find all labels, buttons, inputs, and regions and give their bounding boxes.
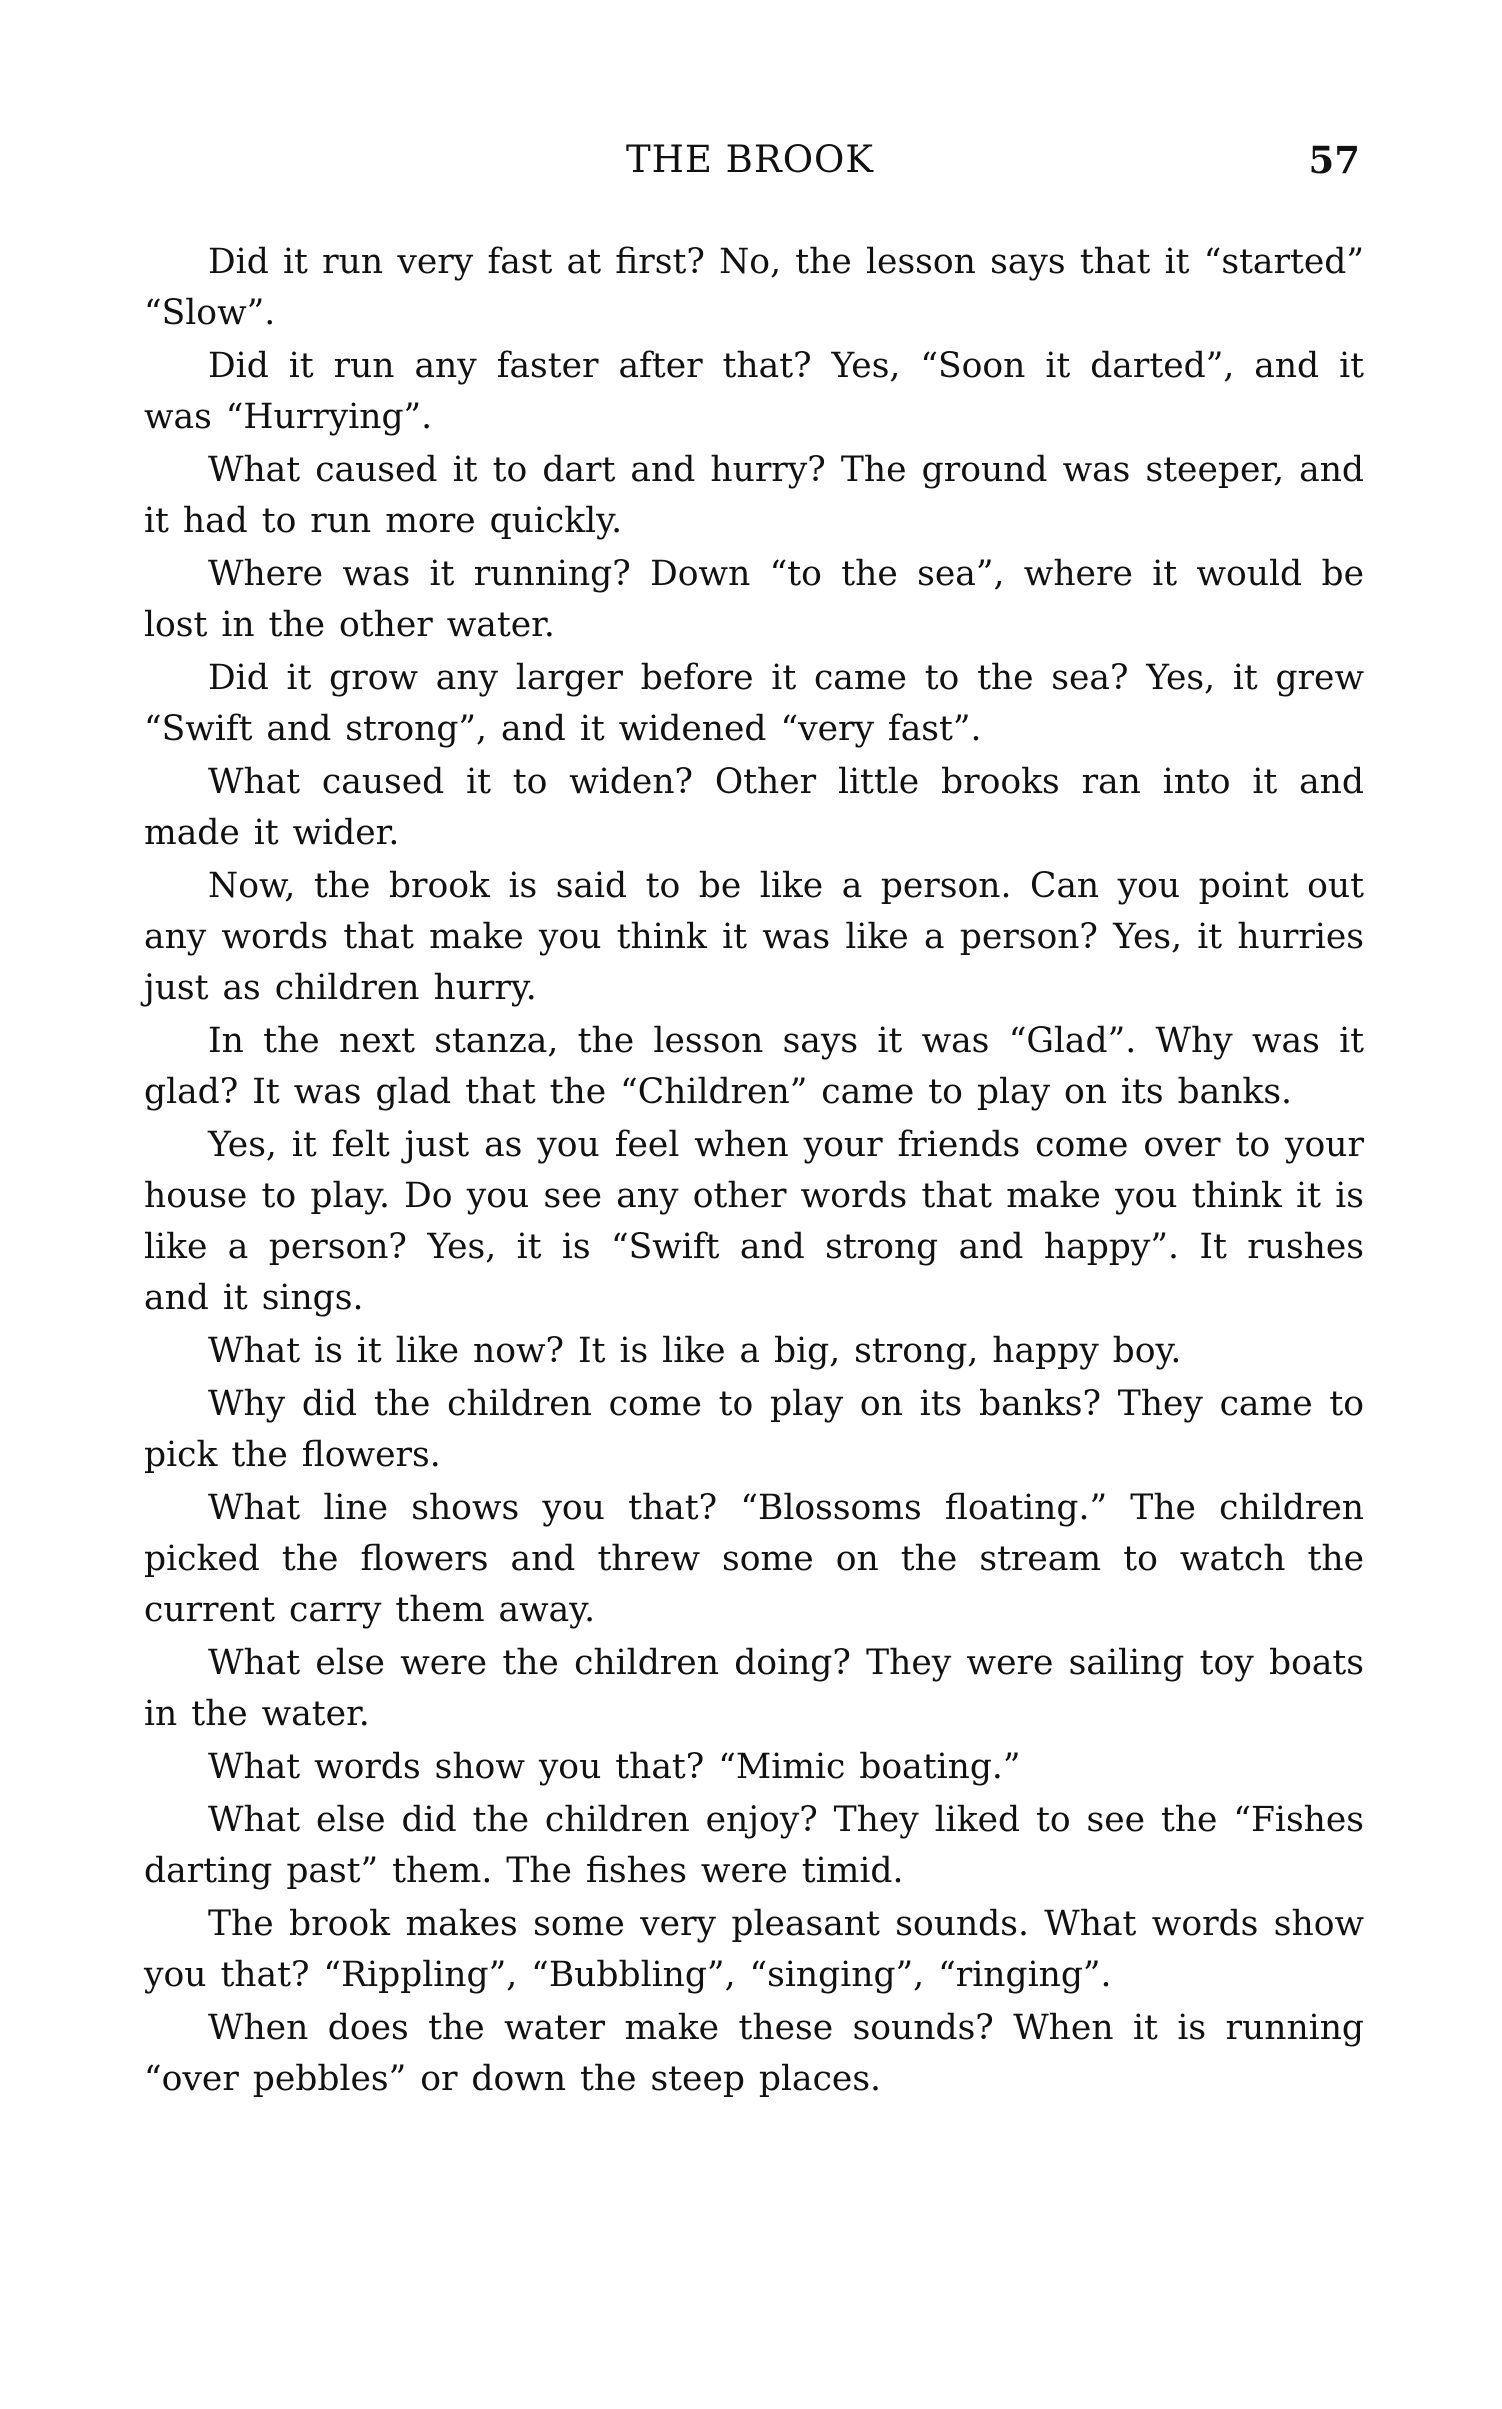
page-header — [140, 138, 1360, 198]
paragraph: Yes, it felt just as you feel when your friends come over to your house to play. Do you see any other words that make you think it is like a person? Yes, it is “Swift and strong and happy”. It rushes and it sings. — [144, 1125, 1364, 1318]
paragraph: Now, the brook is said to be like a person. Can you point out any words that make you think it was like a person? Yes, it hurries just as children hurry. — [144, 866, 1364, 1008]
paragraph: What line shows you that? “Blossoms floating.” The children picked the flowers and threw some on the stream to watch the current carry them away. — [144, 1488, 1364, 1630]
paragraph: The brook makes some very pleasant sounds. What words show you that? “Rippling”, “Bubbling”, “singing”, “ringing”. — [144, 1904, 1364, 1995]
paragraph: Where was it running? Down “to the sea”, where it would be lost in the other water. — [144, 554, 1364, 645]
body-text — [144, 237, 1364, 2107]
running-title: THE BROOK — [625, 138, 875, 181]
paragraph: What else were the children doing? They were sailing toy boats in the water. — [144, 1643, 1364, 1734]
paragraph: Did it run any faster after that? Yes, “Soon it darted”, and it was “Hurrying”. — [144, 346, 1364, 437]
paragraph: What words show you that? “Mimic boating.” — [208, 1747, 1021, 1787]
paragraph: What caused it to dart and hurry? The ground was steeper, and it had to run more quickly. — [144, 450, 1364, 541]
paragraph: Did it grow any larger before it came to the sea? Yes, it grew “Swift and strong”, and it widened “very fast”. — [144, 658, 1364, 749]
page-number: 57 — [1308, 138, 1360, 182]
paragraph: What caused it to widen? Other little brooks ran into it and made it wider. — [144, 762, 1364, 853]
paragraph: What is it like now? It is like a big, strong, happy boy. — [208, 1331, 1182, 1371]
paragraph: Why did the children come to play on its banks? They came to pick the flowers. — [144, 1384, 1364, 1475]
paragraph: When does the water make these sounds? When it is running “over pebbles” or down the steep places. — [144, 2008, 1364, 2099]
paragraph: In the next stanza, the lesson says it was “Glad”. Why was it glad? It was glad that the “Children” came to play on its banks. — [144, 1021, 1364, 1112]
paragraph: What else did the children enjoy? They liked to see the “Fishes darting past” them. The fishes were timid. — [144, 1800, 1364, 1891]
paragraph: Did it run very fast at first? No, the lesson says that it “started” “Slow”. — [144, 242, 1364, 333]
